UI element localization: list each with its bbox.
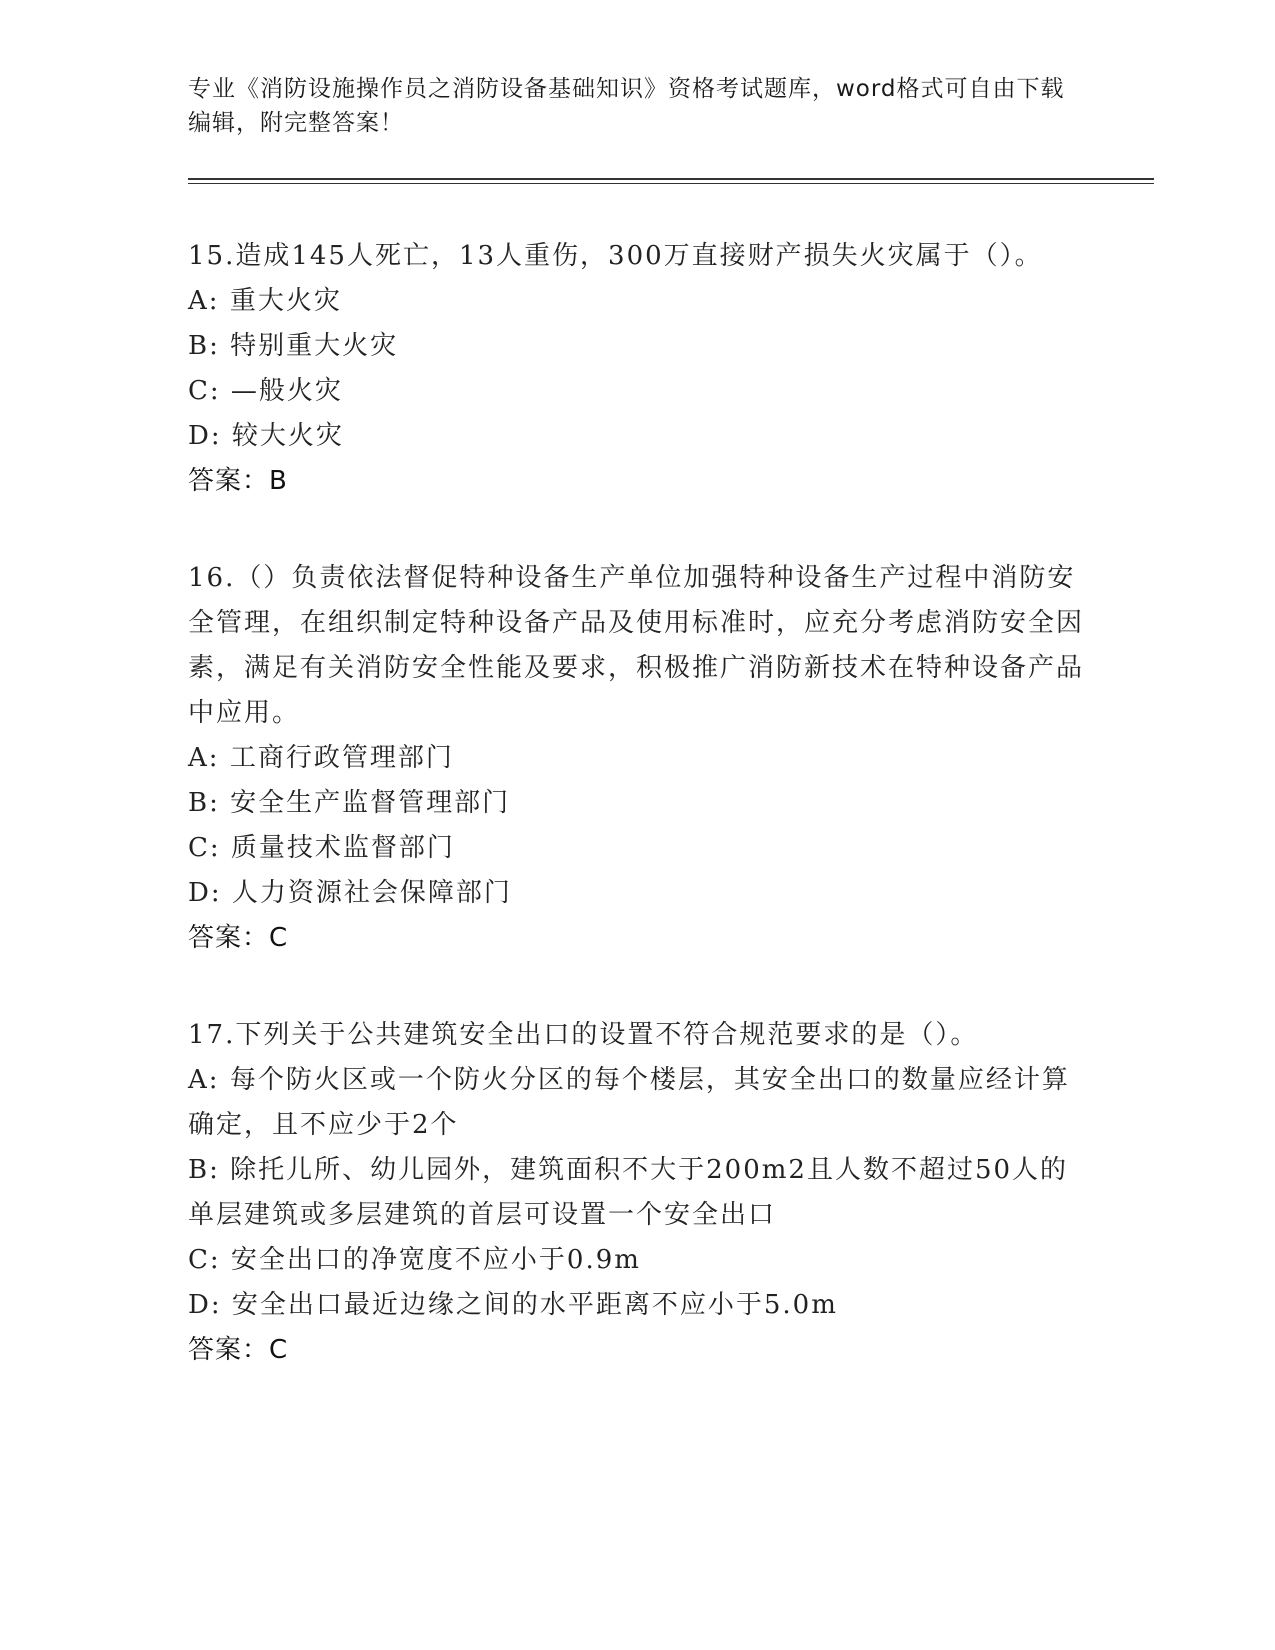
answer-line: 答案：C [188, 923, 289, 953]
option-label: A: [188, 286, 220, 316]
option-a [188, 279, 1088, 324]
option-text: 重大火灾 [229, 286, 342, 316]
option-label: D: [188, 421, 222, 451]
option-label: D: [188, 878, 222, 908]
option-text: 除托儿所、幼儿园外，建筑面积不大于200m2且人数不超过50人的单层建筑或多层建筑的首层可设置一个安全出口 [188, 1155, 1069, 1230]
option-text: 安全出口最近边缘之间的水平距离不应小于5.0m [231, 1290, 838, 1320]
option-label: B: [188, 788, 220, 818]
header-divider-thin [188, 183, 1154, 184]
option-b [188, 324, 1088, 369]
option-c [188, 826, 1088, 871]
option-label: C: [188, 376, 221, 406]
option-text: 每个防火区或一个防火分区的每个楼层，其安全出口的数量应经计算确定，且不应少于2个 [188, 1065, 1070, 1140]
option-text: 较大火灾 [231, 421, 344, 451]
option-label: C: [188, 833, 221, 863]
option-text: 特别重大火灾 [230, 331, 399, 361]
question-17 [188, 1013, 1088, 1373]
option-text: 质量技术监督部门 [230, 833, 455, 863]
option-text: 人力资源社会保障部门 [231, 878, 512, 908]
header-divider-thick [188, 178, 1154, 180]
option-a [188, 1058, 1088, 1148]
question-stem: 16.（）负责依法督促特种设备生产单位加强特种设备生产过程中消防安全管理，在组织制定特种设备产品及使用标准时，应充分考虑消防安全因素，满足有关消防安全性能及要求，积极推广消防新技术在特种设备产品中应用。 [188, 563, 1085, 728]
question-16 [188, 556, 1088, 961]
option-text: 工商行政管理部门 [229, 743, 454, 773]
option-label: D: [188, 1290, 222, 1320]
question-stem: 15.造成145人死亡，13人重伤，300万直接财产损失火灾属于（）。 [188, 241, 1043, 271]
option-label: A: [188, 743, 220, 773]
option-label: A: [188, 1065, 220, 1095]
answer-line: 答案：C [188, 1335, 289, 1365]
option-d [188, 871, 1088, 916]
option-text: —般火灾 [230, 376, 343, 406]
option-c [188, 369, 1088, 414]
question-stem: 17.下列关于公共建筑安全出口的设置不符合规范要求的是（）。 [188, 1020, 979, 1050]
option-b [188, 781, 1088, 826]
option-d [188, 414, 1088, 459]
document-intro: 专业《消防设施操作员之消防设备基础知识》资格考试题库，word格式可自由下载编辑，附完整答案！ [188, 76, 1065, 136]
option-text: 安全出口的净宽度不应小于0.9m [230, 1245, 641, 1275]
question-15 [188, 234, 1088, 504]
option-b [188, 1148, 1088, 1238]
option-c [188, 1238, 1088, 1283]
answer-line: 答案：B [188, 466, 288, 496]
option-text: 安全生产监督管理部门 [230, 788, 511, 818]
option-a [188, 736, 1088, 781]
option-d [188, 1283, 1088, 1328]
option-label: B: [188, 1155, 220, 1185]
option-label: B: [188, 331, 220, 361]
option-label: C: [188, 1245, 221, 1275]
